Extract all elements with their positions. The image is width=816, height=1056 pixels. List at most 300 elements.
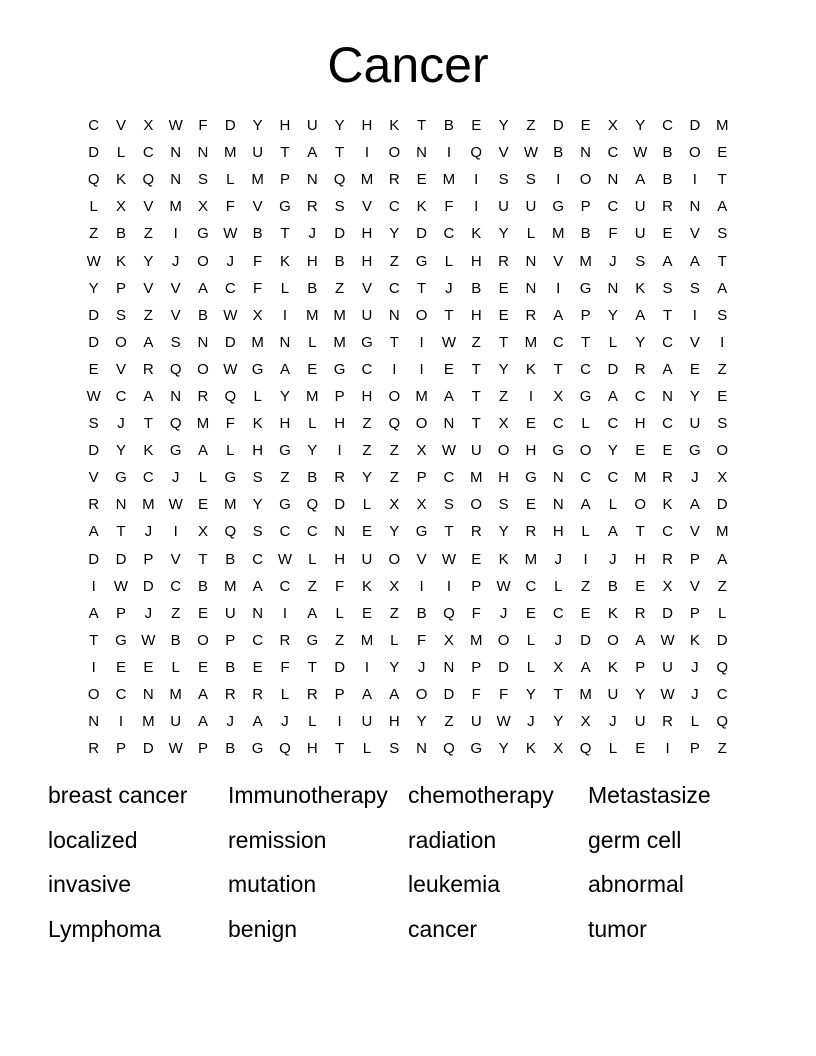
grid-letter: O bbox=[388, 550, 401, 568]
grid-letter: U bbox=[361, 306, 373, 324]
grid-letter: A bbox=[307, 144, 318, 162]
word-bank-item: radiation bbox=[408, 826, 497, 853]
grid-letter: C bbox=[607, 198, 619, 216]
grid-letter: E bbox=[525, 496, 536, 514]
grid-letter: C bbox=[662, 523, 673, 541]
grid-letter: C bbox=[279, 523, 291, 541]
grid-letter: X bbox=[389, 496, 400, 514]
grid-letter: V bbox=[553, 252, 564, 270]
grid-letter: D bbox=[224, 333, 236, 351]
grid-letter: G bbox=[306, 631, 319, 649]
grid-letter: Z bbox=[280, 469, 290, 487]
word-bank-item: Immunotherapy bbox=[228, 782, 388, 808]
grid-letter: F bbox=[471, 686, 481, 704]
grid-letter: A bbox=[307, 604, 318, 622]
grid-letter: Z bbox=[362, 442, 372, 460]
word-bank-item: chemotherapy bbox=[408, 782, 554, 808]
grid-letter: I bbox=[446, 577, 452, 595]
grid-letter: D bbox=[334, 658, 346, 676]
grid-letter: O bbox=[470, 496, 483, 514]
grid-letter: E bbox=[471, 550, 482, 568]
grid-letter: J bbox=[609, 252, 617, 270]
grid-letter: V bbox=[143, 198, 154, 216]
grid-letter: X bbox=[498, 415, 509, 433]
grid-letter: F bbox=[280, 658, 290, 676]
grid-letter: S bbox=[717, 306, 728, 324]
grid-letter: Y bbox=[252, 496, 263, 514]
grid-letter: R bbox=[525, 306, 537, 324]
grid-letter: M bbox=[360, 171, 374, 189]
grid-letter: O bbox=[197, 360, 209, 378]
grid-letter: S bbox=[334, 198, 345, 216]
grid-letter: S bbox=[525, 171, 536, 189]
grid-letter: B bbox=[662, 144, 673, 162]
grid-letter: Q bbox=[443, 604, 455, 622]
grid-letter: M bbox=[551, 225, 565, 243]
grid-letter: M bbox=[142, 496, 155, 514]
grid-letter: J bbox=[527, 713, 535, 731]
grid-letter: F bbox=[499, 686, 509, 704]
grid-letter: S bbox=[689, 279, 700, 297]
grid-letter: Z bbox=[362, 415, 372, 433]
word-bank bbox=[48, 778, 768, 957]
grid-letter: C bbox=[115, 387, 127, 405]
grid-letter: J bbox=[691, 658, 699, 676]
grid-row bbox=[80, 708, 736, 735]
grid-letter: V bbox=[498, 144, 509, 162]
grid-letter: V bbox=[361, 279, 372, 297]
grid-letter: G bbox=[415, 252, 428, 270]
grid-letter: A bbox=[252, 577, 263, 595]
grid-letter: F bbox=[608, 225, 618, 243]
grid-letter: B bbox=[307, 469, 318, 487]
grid-letter: F bbox=[335, 577, 345, 595]
grid-letter: D bbox=[580, 631, 591, 649]
grid-letter: W bbox=[168, 117, 183, 135]
grid-letter: I bbox=[474, 198, 479, 216]
grid-letter: L bbox=[608, 740, 618, 758]
grid-letter: Z bbox=[143, 306, 153, 324]
grid-letter: F bbox=[444, 198, 454, 216]
grid-letter: V bbox=[115, 117, 126, 135]
grid-letter: E bbox=[635, 740, 646, 758]
grid-letter: N bbox=[142, 686, 154, 704]
grid-letter: C bbox=[552, 415, 564, 433]
grid-letter: Q bbox=[579, 740, 592, 758]
grid-letter: N bbox=[525, 279, 537, 297]
grid-letter: A bbox=[252, 713, 263, 731]
grid-letter: W bbox=[168, 496, 183, 514]
grid-letter: Q bbox=[224, 387, 237, 405]
grid-letter: P bbox=[143, 550, 154, 568]
grid-letter: A bbox=[361, 686, 372, 704]
grid-letter: W bbox=[277, 550, 293, 568]
grid-letter: C bbox=[607, 144, 619, 162]
grid-letter: C bbox=[443, 225, 455, 243]
grid-letter: S bbox=[389, 740, 400, 758]
grid-letter: R bbox=[388, 171, 400, 189]
grid-letter: R bbox=[88, 740, 100, 758]
grid-letter: U bbox=[662, 658, 673, 676]
grid-letter: B bbox=[471, 279, 482, 297]
grid-letter: G bbox=[197, 225, 209, 243]
grid-letter: L bbox=[581, 415, 590, 433]
grid-letter: M bbox=[224, 496, 237, 514]
grid-letter: Z bbox=[444, 713, 454, 731]
grid-letter: R bbox=[525, 523, 537, 541]
grid-letter: U bbox=[689, 415, 701, 433]
letter-grid bbox=[80, 112, 736, 762]
grid-letter: C bbox=[662, 415, 673, 433]
grid-letter: X bbox=[607, 117, 618, 135]
grid-letter: I bbox=[556, 171, 561, 189]
grid-letter: Z bbox=[717, 740, 727, 758]
grid-letter: D bbox=[716, 631, 728, 649]
grid-letter: J bbox=[226, 713, 235, 731]
grid-letter: Z bbox=[307, 577, 317, 595]
grid-letter: N bbox=[388, 306, 400, 324]
grid-letter: Y bbox=[389, 523, 400, 541]
word-bank-item: abnormal bbox=[588, 871, 684, 898]
grid-letter: N bbox=[580, 144, 591, 162]
grid-letter: P bbox=[580, 198, 591, 216]
page-title: Cancer bbox=[327, 37, 489, 93]
grid-letter: T bbox=[471, 360, 481, 378]
grid-letter: Y bbox=[416, 713, 427, 731]
grid-letter: J bbox=[691, 469, 699, 487]
grid-letter: M bbox=[142, 713, 155, 731]
grid-letter: W bbox=[86, 252, 101, 270]
grid-letter: L bbox=[308, 713, 317, 731]
grid-letter: G bbox=[579, 387, 592, 405]
grid-letter: F bbox=[225, 198, 235, 216]
grid-letter: Y bbox=[279, 387, 290, 405]
grid-letter: Y bbox=[553, 713, 564, 731]
grid-letter: N bbox=[607, 171, 619, 189]
grid-letter: A bbox=[635, 306, 646, 324]
grid-letter: H bbox=[334, 415, 346, 433]
grid-letter: E bbox=[580, 117, 591, 135]
grid-row bbox=[80, 410, 736, 437]
grid-letter: D bbox=[607, 360, 619, 378]
grid-letter: L bbox=[581, 523, 590, 541]
grid-letter: C bbox=[607, 469, 619, 487]
grid-letter: B bbox=[553, 144, 564, 162]
word-bank-item: Metastasize bbox=[588, 782, 711, 808]
grid-letter: E bbox=[307, 360, 318, 378]
grid-letter: N bbox=[334, 523, 346, 541]
grid-letter: L bbox=[362, 740, 372, 758]
grid-letter: T bbox=[717, 252, 727, 270]
grid-letter: Y bbox=[498, 740, 509, 758]
grid-letter: Q bbox=[87, 171, 100, 189]
grid-letter: E bbox=[525, 604, 536, 622]
word-bank-item: benign bbox=[228, 916, 298, 943]
grid-letter: H bbox=[361, 117, 373, 135]
grid-letter: S bbox=[115, 306, 126, 324]
grid-letter: M bbox=[579, 252, 592, 270]
grid-letter: W bbox=[223, 360, 238, 378]
grid-letter: M bbox=[306, 306, 319, 324]
grid-letter: R bbox=[662, 198, 673, 216]
grid-letter: R bbox=[498, 252, 509, 270]
grid-letter: A bbox=[553, 306, 564, 324]
grid-row bbox=[80, 518, 736, 545]
grid-letter: P bbox=[197, 740, 208, 758]
grid-letter: A bbox=[197, 279, 208, 297]
grid-letter: R bbox=[470, 523, 482, 541]
grid-letter: Y bbox=[635, 686, 646, 704]
grid-letter: N bbox=[197, 144, 209, 162]
grid-letter: I bbox=[419, 360, 424, 378]
grid-letter: D bbox=[416, 225, 428, 243]
grid-letter: Z bbox=[389, 252, 399, 270]
grid-letter: K bbox=[279, 252, 290, 270]
grid-letter: G bbox=[279, 442, 291, 460]
grid-letter: N bbox=[170, 144, 182, 162]
grid-letter: T bbox=[662, 306, 673, 324]
grid-letter: K bbox=[115, 171, 126, 189]
grid-letter: M bbox=[715, 523, 729, 541]
grid-letter: Z bbox=[335, 279, 345, 297]
grid-letter: T bbox=[198, 550, 208, 568]
grid-letter: T bbox=[389, 333, 399, 351]
grid-letter: F bbox=[198, 117, 208, 135]
grid-letter: R bbox=[279, 631, 291, 649]
grid-letter: F bbox=[417, 631, 427, 649]
grid-letter: X bbox=[252, 306, 263, 324]
grid-letter: B bbox=[225, 658, 236, 676]
grid-letter: I bbox=[282, 306, 288, 324]
grid-letter: H bbox=[634, 550, 646, 568]
grid-letter: X bbox=[553, 658, 564, 676]
grid-letter: J bbox=[554, 631, 562, 649]
grid-letter: Y bbox=[361, 469, 372, 487]
grid-letter: T bbox=[553, 686, 563, 704]
grid-letter: X bbox=[580, 713, 591, 731]
grid-letter: H bbox=[552, 523, 564, 541]
grid-letter: N bbox=[689, 198, 701, 216]
grid-letter: W bbox=[86, 387, 101, 405]
grid-letter: G bbox=[525, 469, 537, 487]
word-bank-item: breast cancer bbox=[48, 782, 188, 808]
grid-letter: X bbox=[662, 577, 673, 595]
grid-letter: E bbox=[498, 306, 509, 324]
grid-letter: K bbox=[252, 415, 263, 433]
grid-letter: Y bbox=[334, 117, 345, 135]
grid-letter: Z bbox=[389, 604, 399, 622]
grid-row bbox=[80, 302, 736, 329]
grid-letter: I bbox=[665, 740, 670, 758]
grid-letter: M bbox=[333, 306, 346, 324]
grid-letter: B bbox=[307, 279, 318, 297]
grid-letter: N bbox=[662, 387, 673, 405]
grid-letter: U bbox=[470, 713, 482, 731]
grid-letter: O bbox=[579, 171, 592, 189]
grid-letter: Q bbox=[470, 144, 483, 162]
grid-letter: I bbox=[91, 577, 96, 595]
grid-letter: K bbox=[389, 117, 400, 135]
grid-letter: L bbox=[526, 631, 536, 649]
grid-letter: H bbox=[361, 387, 373, 405]
grid-letter: B bbox=[607, 577, 618, 595]
grid-letter: L bbox=[198, 469, 208, 487]
grid-letter: E bbox=[635, 577, 646, 595]
grid-letter: X bbox=[717, 469, 728, 487]
grid-letter: S bbox=[252, 523, 263, 541]
grid-letter: E bbox=[115, 658, 126, 676]
grid-letter: I bbox=[282, 604, 288, 622]
grid-letter: I bbox=[91, 658, 96, 676]
grid-letter: P bbox=[416, 469, 427, 487]
grid-letter: Y bbox=[389, 658, 400, 676]
grid-letter: R bbox=[224, 686, 236, 704]
grid-letter: L bbox=[608, 333, 618, 351]
grid-letter: W bbox=[496, 577, 511, 595]
grid-letter: R bbox=[662, 713, 673, 731]
grid-letter: I bbox=[556, 279, 561, 297]
grid-letter: C bbox=[361, 360, 373, 378]
grid-letter: W bbox=[496, 713, 511, 731]
grid-letter: N bbox=[443, 658, 455, 676]
grid-letter: A bbox=[635, 171, 646, 189]
grid-letter: Y bbox=[635, 333, 646, 351]
grid-letter: D bbox=[142, 577, 154, 595]
grid-letter: Y bbox=[635, 117, 646, 135]
grid-letter: O bbox=[197, 631, 209, 649]
grid-letter: N bbox=[607, 279, 619, 297]
grid-letter: Z bbox=[143, 225, 153, 243]
grid-letter: V bbox=[361, 198, 372, 216]
grid-letter: L bbox=[308, 415, 317, 433]
word-bank-item: localized bbox=[48, 826, 138, 853]
grid-letter: L bbox=[280, 686, 290, 704]
grid-letter: H bbox=[470, 306, 482, 324]
grid-letter: K bbox=[115, 252, 126, 270]
grid-letter: H bbox=[361, 252, 373, 270]
grid-letter: M bbox=[251, 171, 264, 189]
grid-letter: Y bbox=[607, 442, 618, 460]
grid-letter: V bbox=[252, 198, 263, 216]
grid-letter: I bbox=[528, 387, 533, 405]
grid-letter: J bbox=[281, 713, 289, 731]
grid-letter: M bbox=[169, 686, 182, 704]
grid-letter: J bbox=[499, 604, 508, 622]
grid-letter: J bbox=[308, 225, 317, 243]
grid-letter: I bbox=[583, 550, 588, 568]
grid-letter: S bbox=[170, 333, 181, 351]
grid-letter: I bbox=[392, 360, 397, 378]
grid-letter: G bbox=[415, 523, 428, 541]
grid-letter: A bbox=[662, 360, 673, 378]
grid-letter: Y bbox=[525, 686, 536, 704]
grid-letter: U bbox=[361, 713, 373, 731]
grid-letter: W bbox=[441, 442, 457, 460]
grid-letter: Y bbox=[498, 117, 509, 135]
grid-letter: U bbox=[361, 550, 373, 568]
grid-letter: P bbox=[580, 306, 591, 324]
grid-letter: V bbox=[170, 306, 181, 324]
grid-letter: D bbox=[334, 225, 346, 243]
grid-letter: E bbox=[580, 604, 591, 622]
grid-letter: N bbox=[170, 171, 182, 189]
grid-letter: V bbox=[689, 333, 700, 351]
grid-letter: G bbox=[169, 442, 182, 460]
grid-letter: C bbox=[170, 577, 182, 595]
grid-letter: T bbox=[143, 415, 153, 433]
grid-letter: E bbox=[635, 442, 646, 460]
grid-row bbox=[80, 112, 736, 139]
grid-letter: X bbox=[416, 442, 427, 460]
grid-letter: S bbox=[197, 171, 208, 189]
grid-letter: B bbox=[580, 225, 591, 243]
grid-letter: J bbox=[117, 415, 125, 433]
grid-letter: M bbox=[196, 415, 210, 433]
grid-letter: C bbox=[580, 469, 591, 487]
grid-letter: M bbox=[715, 117, 729, 135]
grid-letter: U bbox=[634, 713, 646, 731]
grid-letter: D bbox=[498, 658, 509, 676]
grid-letter: M bbox=[169, 198, 182, 216]
grid-letter: T bbox=[280, 144, 290, 162]
grid-letter: C bbox=[388, 198, 400, 216]
grid-letter: I bbox=[419, 577, 424, 595]
grid-letter: R bbox=[306, 686, 318, 704]
grid-row bbox=[80, 356, 736, 383]
grid-letter: B bbox=[170, 631, 181, 649]
grid-letter: O bbox=[388, 387, 401, 405]
grid-letter: O bbox=[115, 333, 127, 351]
grid-letter: A bbox=[197, 686, 208, 704]
grid-letter: Z bbox=[471, 333, 481, 351]
grid-letter: M bbox=[470, 631, 483, 649]
grid-letter: V bbox=[689, 523, 700, 541]
grid-letter: V bbox=[170, 279, 181, 297]
grid-letter: E bbox=[443, 360, 454, 378]
grid-letter: W bbox=[223, 306, 238, 324]
word-bank-item: remission bbox=[228, 826, 327, 853]
grid-letter: S bbox=[635, 252, 646, 270]
grid-letter: C bbox=[716, 686, 728, 704]
word-bank-item: germ cell bbox=[588, 826, 682, 853]
grid-row bbox=[80, 600, 736, 627]
grid-letter: M bbox=[442, 171, 456, 189]
grid-row bbox=[80, 627, 736, 654]
grid-letter: G bbox=[224, 469, 237, 487]
grid-letter: N bbox=[252, 604, 264, 622]
grid-letter: V bbox=[115, 360, 126, 378]
grid-letter: G bbox=[115, 469, 127, 487]
grid-letter: B bbox=[197, 306, 208, 324]
grid-letter: D bbox=[142, 740, 154, 758]
grid-letter: R bbox=[662, 550, 673, 568]
grid-letter: H bbox=[279, 117, 291, 135]
grid-letter: L bbox=[308, 333, 317, 351]
grid-letter: A bbox=[389, 686, 400, 704]
grid-letter: Q bbox=[443, 740, 455, 758]
grid-letter: Z bbox=[389, 442, 399, 460]
grid-letter: C bbox=[88, 117, 100, 135]
grid-letter: M bbox=[524, 333, 538, 351]
word-bank-item: cancer bbox=[408, 916, 478, 943]
grid-letter: C bbox=[306, 523, 318, 541]
grid-letter: F bbox=[253, 279, 263, 297]
grid-letter: I bbox=[474, 171, 479, 189]
grid-letter: S bbox=[498, 496, 509, 514]
grid-letter: G bbox=[552, 442, 565, 460]
grid-letter: E bbox=[525, 415, 536, 433]
grid-letter: M bbox=[524, 550, 538, 568]
